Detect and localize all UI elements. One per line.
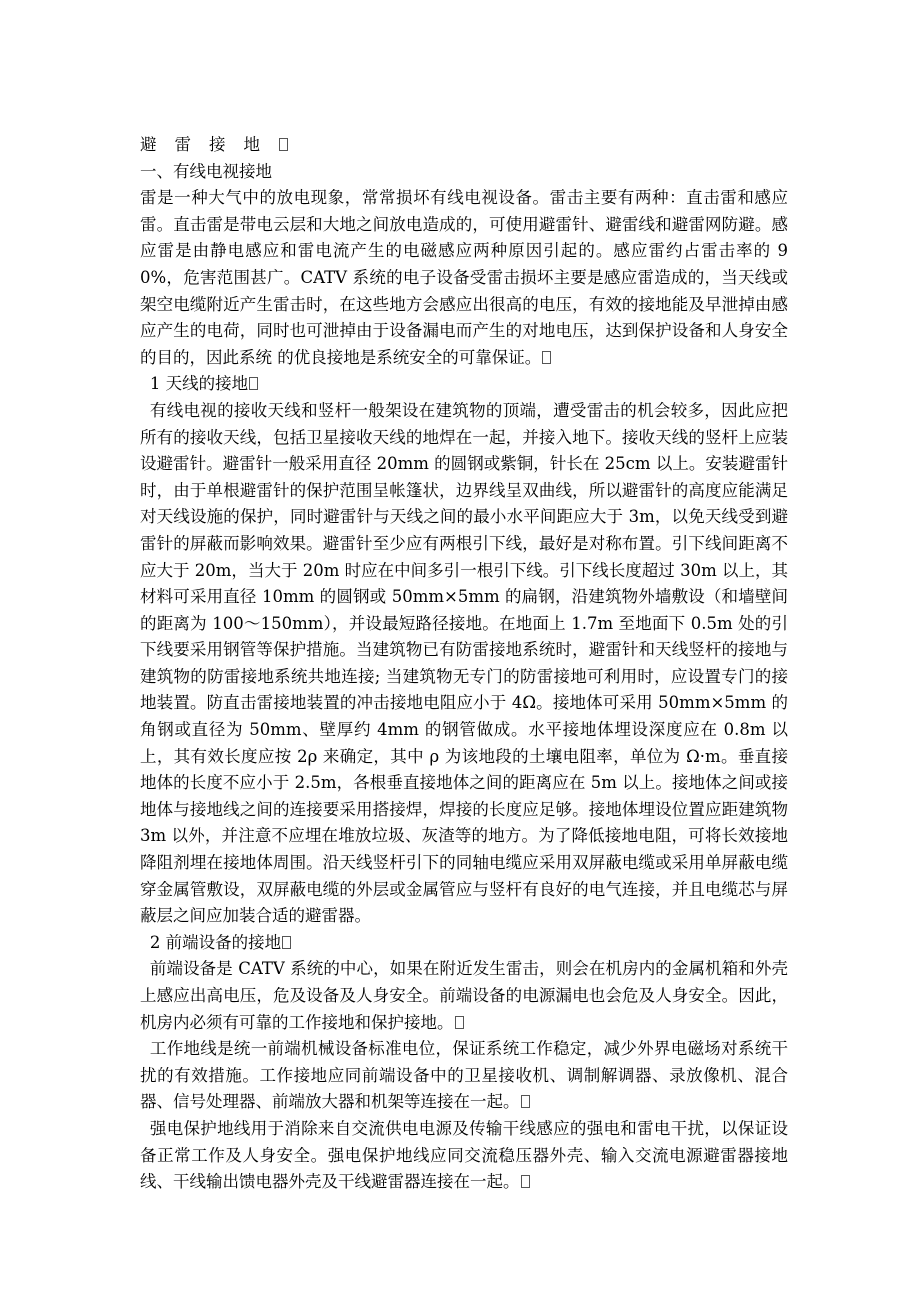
paragraph (140, 1036, 788, 1116)
document-title (140, 132, 788, 159)
placeholder-box-icon (279, 138, 288, 151)
placeholder-box-icon (521, 1175, 530, 1188)
section-heading: 一、有线电视接地 (140, 161, 272, 181)
placeholder-box-icon (282, 936, 291, 949)
paragraph (140, 956, 788, 1036)
document-page (140, 132, 788, 1196)
placeholder-box-icon (249, 377, 258, 390)
title-char: 地 (243, 135, 260, 154)
title-char: 雷 (174, 135, 191, 154)
paragraph-text: 前端设备是 CATV 系统的中心，如果在附近发生雷击，则会在机房内的金属机箱和外壳上感应出高电压，危及设备及人身安全。前端设备的电源漏电也会危及人身安全。因此，机房内必须有可靠的工作接地和保护接地。 (140, 959, 788, 1032)
paragraph (140, 185, 788, 371)
title-char: 避 (140, 135, 157, 154)
section-heading-text: 2 前端设备的接地 (149, 932, 282, 952)
title-char: 接 (209, 135, 226, 154)
paragraph: 有线电视的接收天线和竖杆一般架设在建筑物的顶端，遭受雷击的机会较多，因此应把所有的接收天线，包括卫星接收天线的地焊在一起，并接入地下。接收天线的竖杆上应装设避雷针。避雷针一般采用直径 20mm 的圆钢或紫铜，针长在 25cm 以上。安装避雷针时，由于单根避雷针的保护范围呈帐篷状，边界线呈双曲线，所以避雷针的高度应能满足对天线设施的保护，同时避雷针与天线之间的最小水平间距应大于 3m，以免天线受到避雷针的屏蔽而影响效果。避雷针至少应有两根引下线，最好是对称布置。引下线间距离不应大于 20m，当大于 20m 时应在中间多引一根引下线。引下线长度超过 30m 以上，其材料可采用直径 10mm 的圆钢或 50mm×5mm 的扁钢，沿建筑物外墙敷设（和墙壁间的距离为 100～150mm），并设最短路径接地。在地面上 1.7m 至地面下 0.5m 处的引下线要采用钢管等保护措施。当建筑物已有防雷接地系统时，避雷针和天线竖杆的接地与建筑物的防雷接地系统共地连接; 当建筑物无专门的防雷接地可利用时，应设置专门的接地装置。防直击雷接地装置的冲击接地电阻应小于 4Ω。接地体可采用 50mm×5mm 的角钢或直径为 50mm、壁厚约 4mm 的钢管做成。水平接地体埋设深度应在 0.8m 以上，其有效长度应按 2ρ 来确定，其中 ρ 为该地段的土壤电阻率，单位为 Ω·m。垂直接地体的长度不应小于 2.5m，各根垂直接地体之间的距离应在 5m 以上。接地体之间或接地体与接地线之间的连接要采用搭接焊，焊接的长度应足够。接地体埋设位置应距建筑物 3m 以外，并注意不应埋在堆放垃圾、灰渣等的地方。为了降低接地电阻，可将长效接地降阻剂埋在接地体周围。沿天线竖杆引下的同轴电缆应采用双屏蔽电缆或采用单屏蔽电缆穿金属管敷设，双屏蔽电缆的外层或金属管应与竖杆有良好的电气连接，并且电缆芯与屏蔽层之间应加装合适的避雷器。 (140, 400, 788, 926)
placeholder-box-icon (542, 351, 551, 364)
paragraph-text: 雷是一种大气中的放电现象，常常损坏有线电视设备。雷击主要有两种：直击雷和感应雷。直击雷是带电云层和大地之间放电造成的，可使用避雷针、避雷线和避雷网防避。感应雷是由静电感应和雷电流产生的电磁感应两种原因引起的。感应雷约占雷击率的 90%，危害范围甚广。CATV 系统的电子设备受雷击损坏主要是感应雷造成的，当天线或架空电缆附近产生雷击时，在这些地方会感应出很高的电压，有效的接地能及早泄掉由感应产生的电荷，同时也可泄掉由于设备漏电而产生的对地电压，达到保护设备和人身安全的目的，因此系统 的优良接地是系统安全的可靠保证。 (140, 188, 788, 367)
paragraph-text: 工作地线是统一前端机械设备标准电位，保证系统工作稳定，减少外界电磁场对系统干扰的有效措施。工作接地应同前端设备中的卫星接收机、调制解调器、录放像机、混合器、信号处理器、前端放大器和机架等连接在一起。 (140, 1039, 788, 1112)
paragraph-text: 强电保护地线用于消除来自交流供电电源及传输干线感应的强电和雷电干扰，以保证设备正常工作及人身安全。强电保护地线应同交流稳压器外壳、输入交流电源避雷器接地线、干线输出馈电器外壳及干线避雷器连接在一起。 (140, 1118, 788, 1192)
paragraph (140, 1116, 788, 1196)
section-heading-text: 1 天线的接地 (149, 374, 249, 394)
placeholder-box-icon (521, 1095, 530, 1108)
placeholder-box-icon (455, 1016, 464, 1029)
section-heading (140, 930, 788, 957)
section-heading (140, 371, 788, 398)
